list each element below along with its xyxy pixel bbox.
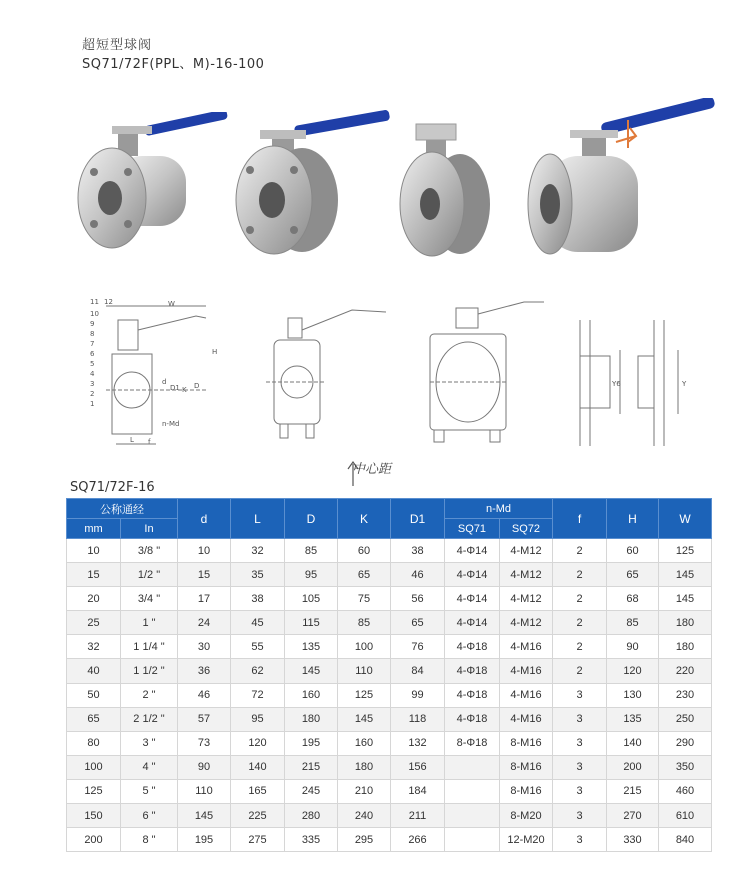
table-cell — [445, 755, 500, 779]
header-d-outer: D — [285, 499, 338, 539]
table-cell: 85 — [338, 611, 391, 635]
table-cell: 85 — [285, 539, 338, 563]
table-cell: 280 — [285, 804, 338, 828]
table-cell: 210 — [338, 779, 391, 803]
table-cell: 46 — [391, 563, 445, 587]
table-cell: 184 — [391, 779, 445, 803]
table-cell: 17 — [178, 587, 231, 611]
header-mm: mm — [67, 519, 121, 539]
table-cell: 30 — [178, 635, 231, 659]
table-cell: 4-Φ14 — [445, 563, 500, 587]
table-cell: 4-Φ14 — [445, 587, 500, 611]
table-cell: 100 — [338, 635, 391, 659]
table-cell: 3 — [553, 779, 607, 803]
table-cell: 266 — [391, 828, 445, 852]
table-cell: 4-M16 — [500, 635, 553, 659]
table-cell: 295 — [338, 828, 391, 852]
table-cell: 2 — [553, 539, 607, 563]
part-label: 9 — [90, 320, 95, 328]
table-cell: 65 — [391, 611, 445, 635]
table-cell: 180 — [338, 755, 391, 779]
table-cell: 99 — [391, 683, 445, 707]
part-label: 4 — [90, 370, 95, 378]
table-row — [67, 659, 712, 683]
table-cell: 20 — [67, 587, 121, 611]
table-cell: 100 — [67, 755, 121, 779]
header-l: L — [231, 499, 285, 539]
table-cell: 32 — [231, 539, 285, 563]
table-cell: 4-M12 — [500, 611, 553, 635]
table-cell: 140 — [231, 755, 285, 779]
table-row — [67, 539, 712, 563]
table-cell: 120 — [231, 731, 285, 755]
table-cell: 135 — [285, 635, 338, 659]
valve-photo-1 — [74, 112, 234, 262]
dim-label-nmd: n-Md — [162, 420, 180, 428]
table-cell: 200 — [607, 755, 659, 779]
table-cell: 10 — [67, 539, 121, 563]
table-cell: 180 — [285, 707, 338, 731]
product-model: SQ71/72F(PPL、M)-16-100 — [82, 57, 265, 72]
table-cell: 4-M16 — [500, 659, 553, 683]
table-cell: 840 — [659, 828, 712, 852]
table-cell: 4-Φ18 — [445, 635, 500, 659]
header-nmd: n-Md — [445, 499, 553, 519]
table-row — [67, 755, 712, 779]
table-cell: 1 1/2 " — [121, 659, 178, 683]
table-row — [67, 828, 712, 852]
table-cell: 8-Φ18 — [445, 731, 500, 755]
table-cell: 36 — [178, 659, 231, 683]
table-cell — [445, 804, 500, 828]
table-cell: 250 — [659, 707, 712, 731]
table-cell: 75 — [338, 587, 391, 611]
table-cell: 25 — [67, 611, 121, 635]
table-cell: 6 " — [121, 804, 178, 828]
table-cell: 140 — [607, 731, 659, 755]
handwritten-note: 中心距 — [352, 462, 392, 477]
table-cell: 125 — [67, 779, 121, 803]
table-cell: 60 — [607, 539, 659, 563]
part-label: 2 — [90, 390, 95, 398]
table-row — [67, 683, 712, 707]
table-cell: 4 " — [121, 755, 178, 779]
table-cell: 4-Φ18 — [445, 659, 500, 683]
table-cell: 160 — [285, 683, 338, 707]
table-cell: 165 — [231, 779, 285, 803]
part-label: 5 — [90, 360, 95, 368]
table-row — [67, 804, 712, 828]
table-cell: 145 — [338, 707, 391, 731]
table-cell: 145 — [659, 587, 712, 611]
part-label: 3 — [90, 380, 95, 388]
table-cell: 73 — [178, 731, 231, 755]
table-cell: 46 — [178, 683, 231, 707]
table-row — [67, 611, 712, 635]
table-cell: 160 — [338, 731, 391, 755]
table-cell: 62 — [231, 659, 285, 683]
table-cell: 40 — [67, 659, 121, 683]
table-cell: 290 — [659, 731, 712, 755]
table-row — [67, 707, 712, 731]
part-label: 7 — [90, 340, 95, 348]
table-cell: 3/4 " — [121, 587, 178, 611]
table-cell: 215 — [285, 755, 338, 779]
table-cell: 55 — [231, 635, 285, 659]
table-cell: 8-M16 — [500, 731, 553, 755]
table-cell — [445, 779, 500, 803]
table-cell: 150 — [67, 804, 121, 828]
dim-label-l: L — [130, 436, 134, 444]
table-cell: 118 — [391, 707, 445, 731]
table-cell: 15 — [67, 563, 121, 587]
table-cell: 90 — [178, 755, 231, 779]
table-cell: 215 — [607, 779, 659, 803]
part-label: 11 — [90, 298, 99, 306]
table-cell: 2 — [553, 635, 607, 659]
table-cell: 145 — [178, 804, 231, 828]
table-cell: 56 — [391, 587, 445, 611]
table-cell: 245 — [285, 779, 338, 803]
table-cell: 2 — [553, 659, 607, 683]
table-cell: 90 — [607, 635, 659, 659]
table-cell: 4-M12 — [500, 563, 553, 587]
table-cell: 76 — [391, 635, 445, 659]
table-cell: 12-M20 — [500, 828, 553, 852]
table-cell: 145 — [285, 659, 338, 683]
table-cell: 3 — [553, 755, 607, 779]
table-cell: 8 " — [121, 828, 178, 852]
table-cell: 145 — [659, 563, 712, 587]
valve-photo-3 — [398, 120, 498, 260]
table-cell: 85 — [607, 611, 659, 635]
table-cell: 200 — [67, 828, 121, 852]
table-cell: 1 " — [121, 611, 178, 635]
table-cell: 50 — [67, 683, 121, 707]
dim-label-k: K — [182, 386, 187, 394]
table-cell: 5 " — [121, 779, 178, 803]
header-k: K — [338, 499, 391, 539]
table-cell: 460 — [659, 779, 712, 803]
table-cell: 95 — [231, 707, 285, 731]
part-label: 8 — [90, 330, 95, 338]
product-title-cn: 超短型球阀 — [82, 38, 153, 53]
dim-label-d: d — [162, 378, 167, 386]
table-cell: 8-M20 — [500, 804, 553, 828]
valve-photo-2 — [230, 108, 390, 258]
table-cell: 32 — [67, 635, 121, 659]
table-cell: 3/8 " — [121, 539, 178, 563]
table-cell: 211 — [391, 804, 445, 828]
table-cell: 65 — [67, 707, 121, 731]
table-cell: 38 — [391, 539, 445, 563]
table-cell: 135 — [607, 707, 659, 731]
table-cell: 2 " — [121, 683, 178, 707]
table-cell: 4-Φ14 — [445, 611, 500, 635]
table-cell: 335 — [285, 828, 338, 852]
table-cell: 275 — [231, 828, 285, 852]
table-cell: 132 — [391, 731, 445, 755]
table-row — [67, 731, 712, 755]
dim-label-f: f — [148, 438, 151, 446]
part-label: 12 — [104, 298, 113, 306]
table-cell: 270 — [607, 804, 659, 828]
table-cell: 115 — [285, 611, 338, 635]
table-cell: 68 — [607, 587, 659, 611]
dim-label-w: W — [168, 300, 175, 308]
table-cell: 610 — [659, 804, 712, 828]
table-cell: 110 — [338, 659, 391, 683]
table-cell: 8-M16 — [500, 755, 553, 779]
drawing-large-valve — [424, 294, 554, 444]
table-cell: 2 — [553, 587, 607, 611]
table-cell: 4-Φ14 — [445, 539, 500, 563]
table-cell: 4-Φ18 — [445, 683, 500, 707]
table-cell: 72 — [231, 683, 285, 707]
table-cell: 2 — [553, 611, 607, 635]
table-cell: 15 — [178, 563, 231, 587]
table-cell: 120 — [607, 659, 659, 683]
table-cell: 125 — [659, 539, 712, 563]
dim-label-y6: Y6 — [612, 380, 621, 388]
table-cell: 105 — [285, 587, 338, 611]
table-cell: 4-Φ18 — [445, 707, 500, 731]
table-cell: 3 " — [121, 731, 178, 755]
table-cell: 65 — [607, 563, 659, 587]
table-cell: 4-M12 — [500, 539, 553, 563]
dim-label-d-big: D — [194, 382, 200, 390]
table-cell: 230 — [659, 683, 712, 707]
table-cell: 8-M16 — [500, 779, 553, 803]
header-nominal: 公称通经 — [67, 499, 178, 519]
dim-label-y: Y — [682, 380, 687, 388]
table-cell: 95 — [285, 563, 338, 587]
header-in: In — [121, 519, 178, 539]
part-label: 10 — [90, 310, 99, 318]
table-cell: 195 — [285, 731, 338, 755]
table-cell: 80 — [67, 731, 121, 755]
table-cell: 3 — [553, 707, 607, 731]
table-title: SQ71/72F-16 — [70, 480, 155, 495]
table-row — [67, 635, 712, 659]
table-row — [67, 587, 712, 611]
spec-table-body — [67, 539, 712, 852]
table-cell: 60 — [338, 539, 391, 563]
header-sq72: SQ72 — [500, 519, 553, 539]
header-f: f — [553, 499, 607, 539]
table-cell: 180 — [659, 635, 712, 659]
part-label: 1 — [90, 400, 95, 408]
table-cell: 3 — [553, 731, 607, 755]
header-w: W — [659, 499, 712, 539]
table-cell: 1 1/4 " — [121, 635, 178, 659]
table-cell: 330 — [607, 828, 659, 852]
table-cell: 350 — [659, 755, 712, 779]
table-cell: 45 — [231, 611, 285, 635]
dim-label-d1: D1 — [170, 384, 180, 392]
table-cell: 220 — [659, 659, 712, 683]
table-cell: 10 — [178, 539, 231, 563]
header-d: d — [178, 499, 231, 539]
drawing-flange-profile — [560, 316, 700, 450]
table-cell: 1/2 " — [121, 563, 178, 587]
valve-photo-4 — [526, 98, 716, 268]
table-cell: 4-M12 — [500, 587, 553, 611]
table-cell — [445, 828, 500, 852]
table-cell: 3 — [553, 804, 607, 828]
table-cell: 4-M16 — [500, 707, 553, 731]
drawing-front-view — [266, 300, 392, 440]
table-cell: 38 — [231, 587, 285, 611]
spec-table — [66, 498, 712, 852]
header-d1: D1 — [391, 499, 445, 539]
table-cell: 180 — [659, 611, 712, 635]
table-cell: 3 — [553, 828, 607, 852]
table-cell: 225 — [231, 804, 285, 828]
part-label: 6 — [90, 350, 95, 358]
table-cell: 24 — [178, 611, 231, 635]
table-cell: 2 1/2 " — [121, 707, 178, 731]
table-cell: 3 — [553, 683, 607, 707]
table-cell: 130 — [607, 683, 659, 707]
header-sq71: SQ71 — [445, 519, 500, 539]
drawing-section-view — [86, 296, 236, 456]
table-cell: 156 — [391, 755, 445, 779]
table-row — [67, 779, 712, 803]
table-row — [67, 563, 712, 587]
dim-label-h: H — [212, 348, 218, 356]
table-cell: 4-M16 — [500, 683, 553, 707]
table-cell: 125 — [338, 683, 391, 707]
table-cell: 110 — [178, 779, 231, 803]
table-cell: 195 — [178, 828, 231, 852]
table-cell: 35 — [231, 563, 285, 587]
table-cell: 2 — [553, 563, 607, 587]
table-cell: 57 — [178, 707, 231, 731]
table-cell: 65 — [338, 563, 391, 587]
header-h: H — [607, 499, 659, 539]
table-cell: 84 — [391, 659, 445, 683]
table-cell: 240 — [338, 804, 391, 828]
